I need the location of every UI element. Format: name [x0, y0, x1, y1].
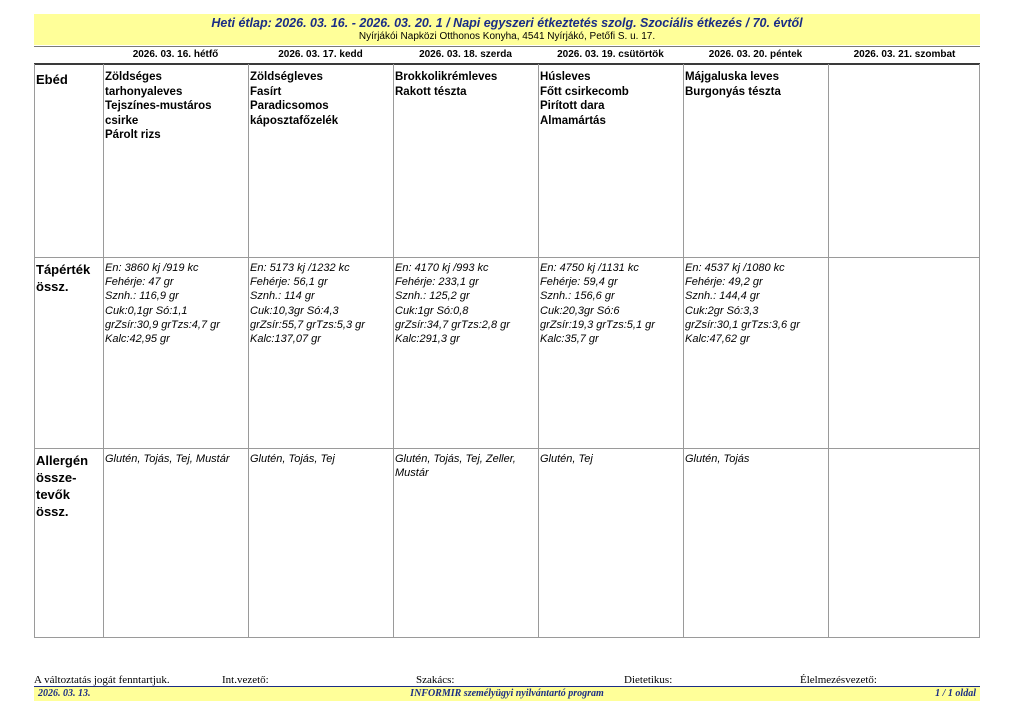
allergen-cell-thursday: Glutén, Tej: [540, 453, 593, 465]
row-label-lunch: [36, 71, 102, 88]
nutrition-line: grZsír:19,3 grTzs:5,1 gr: [540, 318, 655, 331]
signature-director: Int.vezető:: [222, 674, 269, 686]
meal-line: Májgaluska leves: [685, 71, 779, 83]
nutrition-line: Kalc:47,62 gr: [685, 333, 750, 346]
row-label-text: Tápérték: [36, 262, 91, 277]
allergen-cell-friday: Glutén, Tojás: [685, 453, 750, 465]
nutrition-line: Sznh.: 125,2 gr: [395, 290, 470, 303]
signature-dietitian: Dietetikus:: [624, 674, 673, 686]
nutrition-line: Sznh.: 144,4 gr: [685, 290, 760, 303]
grid-line: [103, 64, 104, 638]
nutrition-line: Sznh.: 114 gr: [250, 290, 315, 303]
meal-line: Rakott tészta: [395, 85, 467, 98]
nutrition-line: Fehérje: 59,4 gr: [540, 276, 618, 289]
meal-line: Párolt rizs: [105, 129, 161, 141]
nutrition-line: Fehérje: 56,1 gr: [250, 276, 328, 289]
nutrition-cell-tuesday: [250, 261, 393, 346]
meal-line: csirke: [105, 114, 139, 127]
program-name: INFORMIR személyügyi nyilvántartó program: [410, 688, 604, 699]
nutrition-line: En: 5173 kj /1232 kc: [250, 262, 350, 274]
nutrition-cell-friday: [685, 261, 828, 346]
row-label-nutrition: [36, 261, 102, 295]
meal-line: Pirított dara: [540, 100, 605, 112]
row-label-text: össz.: [36, 279, 69, 294]
allergen-cell-tuesday: Glutén, Tojás, Tej: [250, 453, 335, 465]
day-header-saturday: 2026. 03. 21. szombat: [853, 49, 956, 60]
nutrition-line: grZsír:34,7 grTzs:2,8 gr: [395, 318, 510, 331]
row-label-text: Allergén: [36, 453, 89, 468]
nutrition-line: En: 4170 kj /993 kc: [395, 262, 489, 274]
nutrition-line: Cuk:20,3gr Só:6: [540, 304, 620, 317]
grid-line: [34, 64, 35, 638]
nutrition-line: grZsír:30,9 grTzs:4,7 gr: [105, 318, 220, 331]
nutrition-line: grZsír:55,7 grTzs:5,3 gr: [250, 318, 365, 331]
grid-line: [34, 448, 980, 449]
nutrition-cell-thursday: [540, 261, 683, 346]
nutrition-line: Kalc:291,3 gr: [395, 333, 460, 346]
menu-grid: [34, 64, 980, 638]
day-header-row: [34, 46, 980, 65]
nutrition-line: grZsír:30,1 grTzs:3,6 gr: [685, 318, 800, 331]
row-label-text: össz.: [36, 504, 69, 519]
footer-bar: [34, 686, 980, 701]
grid-line: [34, 637, 980, 638]
row-label-text: tevők: [36, 487, 70, 502]
row-label-text: össze-: [36, 470, 77, 485]
grid-line: [979, 64, 980, 638]
meal-line: káposztafőzelék: [250, 114, 339, 127]
meal-line: Húsleves: [540, 71, 591, 83]
nutrition-line: Kalc:35,7 gr: [540, 333, 599, 346]
meal-cell-monday: [105, 70, 248, 143]
meal-line: Zöldséges: [105, 71, 162, 83]
meal-cell-wednesday: [395, 70, 538, 99]
meal-line: Almamártás: [540, 114, 606, 127]
print-date: 2026. 03. 13.: [38, 688, 91, 699]
nutrition-line: En: 4537 kj /1080 kc: [685, 262, 785, 274]
meal-line: Tejszínes-mustáros: [105, 100, 212, 112]
meal-line: tarhonyaleves: [105, 85, 183, 98]
row-label-text: Ebéd: [36, 72, 68, 87]
day-header-monday: 2026. 03. 16. hétfő: [132, 49, 219, 60]
nutrition-line: Sznh.: 156,6 gr: [540, 290, 615, 303]
page-number: 1 / 1 oldal: [935, 688, 976, 699]
meal-line: Fasírt: [250, 85, 282, 98]
day-header-wednesday: 2026. 03. 18. szerda: [419, 49, 512, 60]
grid-line: [538, 64, 539, 638]
menu-title: Heti étlap: 2026. 03. 16. - 2026. 03. 20. 1 / Napi egyszeri étkeztetés szolg. Szociális étkezés / 70. évtől: [211, 16, 803, 30]
grid-line: [248, 64, 249, 638]
nutrition-line: Cuk:10,3gr Só:4,3: [250, 304, 339, 317]
day-header-thursday: 2026. 03. 19. csütörtök: [557, 49, 664, 60]
grid-line: [393, 64, 394, 638]
meal-line: Főtt csirkecomb: [540, 85, 629, 98]
row-label-allergens: [36, 452, 102, 520]
signature-cook: Szakács:: [416, 674, 455, 686]
nutrition-line: Kalc:42,95 gr: [105, 333, 170, 346]
nutrition-line: Fehérje: 47 gr: [105, 276, 174, 289]
kitchen-address: Nyírjákói Napközi Otthonos Konyha, 4541 Nyírjákó, Petőfi S. u. 17.: [358, 31, 656, 42]
nutrition-line: Cuk:2gr Só:3,3: [685, 304, 759, 317]
grid-line: [34, 257, 980, 258]
meal-cell-tuesday: [250, 70, 393, 128]
nutrition-line: Sznh.: 116,9 gr: [105, 290, 179, 303]
meal-line: Paradicsomos: [250, 100, 329, 112]
day-header-tuesday: 2026. 03. 17. kedd: [278, 49, 363, 60]
nutrition-line: Kalc:137,07 gr: [250, 333, 321, 346]
nutrition-line: Fehérje: 49,2 gr: [685, 276, 763, 289]
menu-header: [34, 14, 980, 45]
nutrition-line: Cuk:0,1gr Só:1,1: [105, 304, 188, 317]
grid-line: [828, 64, 829, 638]
nutrition-cell-wednesday: [395, 261, 538, 346]
meal-line: Brokkolikrémleves: [395, 71, 498, 83]
nutrition-cell-monday: [105, 261, 248, 346]
meal-cell-thursday: [540, 70, 683, 128]
day-header-friday: 2026. 03. 20. péntek: [708, 49, 803, 60]
allergen-cell-wednesday: Glutén, Tojás, Tej, Zeller, Mustár: [395, 453, 516, 480]
meal-line: Zöldségleves: [250, 71, 323, 83]
meal-cell-friday: [685, 70, 828, 99]
nutrition-line: Fehérje: 233,1 gr: [395, 276, 479, 289]
nutrition-line: Cuk:1gr Só:0,8: [395, 304, 469, 317]
nutrition-line: En: 3860 kj /919 kc: [105, 262, 199, 274]
rights-note: A változtatás jogát fenntartjuk.: [34, 674, 170, 686]
meal-line: Burgonyás tészta: [685, 85, 781, 98]
allergen-cell-monday: Glutén, Tojás, Tej, Mustár: [105, 453, 230, 465]
signature-food-manager: Élelmezésvezető:: [800, 674, 877, 686]
nutrition-line: En: 4750 kj /1131 kc: [540, 262, 639, 274]
grid-line: [683, 64, 684, 638]
